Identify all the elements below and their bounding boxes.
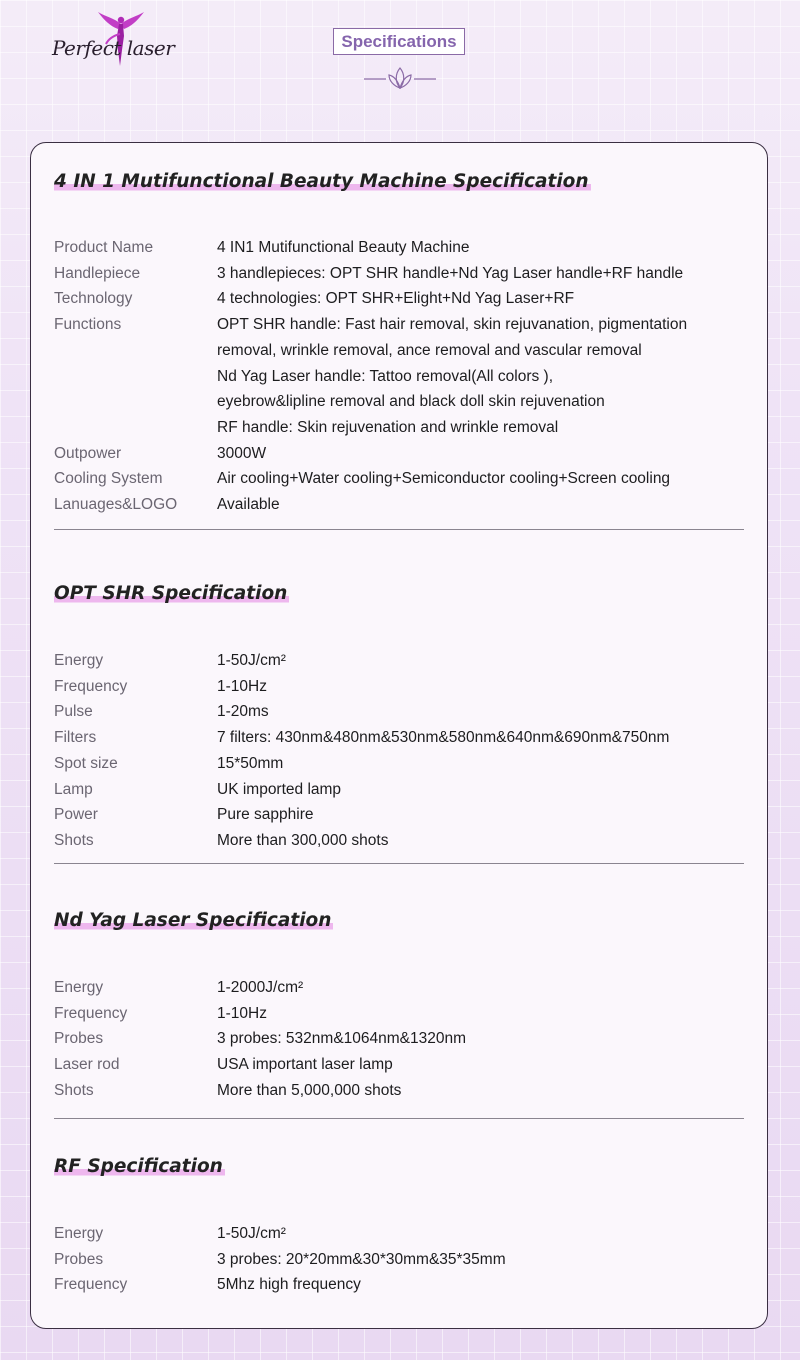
spec-label: Functions [54, 316, 122, 334]
section-divider [54, 529, 744, 530]
spec-value-line: 4 IN1 Mutifunctional Beauty Machine [217, 239, 470, 256]
spec-row [54, 975, 754, 1001]
spec-label: Power [54, 806, 98, 824]
spec-value [217, 1272, 754, 1298]
spec-value-line: eyebrow&lipline removal and black doll skin rejuvenation [217, 393, 605, 411]
lotus-divider-icon [364, 64, 436, 94]
spec-row [54, 492, 754, 518]
specifications-header: Specifications [333, 28, 465, 55]
section-divider [54, 863, 744, 864]
spec-value [217, 648, 754, 674]
spec-value [217, 751, 754, 777]
spec-label: Energy [54, 1225, 104, 1242]
spec-value [217, 725, 754, 751]
spec-label: Handlepiece [54, 264, 141, 282]
spec-row [54, 261, 754, 287]
spec-value-line: 1-10Hz [217, 1004, 267, 1022]
spec-label: Technology [54, 290, 133, 308]
spec-value [217, 441, 754, 467]
spec-value-line: More than 5,000,000 shots [217, 1081, 402, 1099]
spec-value-line: Available [217, 496, 280, 514]
brand-logo [52, 10, 175, 68]
spec-label: Cooling System [54, 470, 163, 488]
spec-label: Outpower [54, 444, 122, 462]
spec-row [54, 777, 754, 803]
spec-value-line: 3 probes: 532nm&1064nm&1320nm [217, 1030, 467, 1048]
spec-value-line: 3000W [217, 444, 267, 462]
spec-label: Probes [54, 1030, 104, 1048]
spec-label: Filters [54, 729, 97, 747]
spec-label: Energy [54, 979, 104, 996]
spec-value-line: RF handle: Skin rejuvenation and wrinkle removal [217, 418, 559, 436]
spec-row [54, 802, 754, 828]
spec-value [217, 1221, 754, 1247]
spec-row [54, 699, 754, 725]
spec-row [54, 1247, 754, 1273]
spec-label: Energy [54, 652, 104, 669]
spec-list-general [54, 235, 754, 518]
spec-value-line: USA important laser lamp [217, 1056, 393, 1074]
spec-value [217, 1078, 754, 1104]
spec-value-line: Air cooling+Water cooling+Semiconductor cooling+Screen cooling [217, 470, 671, 488]
spec-value-line: UK imported lamp [217, 780, 342, 798]
spec-label: Lamp [54, 780, 93, 798]
spec-label: Frequency [54, 1004, 128, 1022]
spec-value-line: 1-10Hz [217, 677, 267, 695]
spec-value [217, 674, 754, 700]
spec-row [54, 1221, 754, 1247]
spec-value [217, 828, 754, 854]
spec-value-line: removal, wrinkle removal, ance removal and vascular removal [217, 341, 642, 359]
spec-label: Laser rod [54, 1056, 120, 1074]
spec-row [54, 1272, 754, 1298]
spec-row [54, 1026, 754, 1052]
spec-value [217, 1026, 754, 1052]
spec-value [217, 235, 754, 261]
spec-row [54, 1078, 754, 1104]
section-title-general: 4 IN 1 Mutifunctional Beauty Machine Specification [54, 171, 589, 192]
spec-value [217, 261, 754, 287]
spec-label: Frequency [54, 677, 128, 695]
spec-value [217, 1001, 754, 1027]
spec-label: Shots [54, 831, 94, 849]
spec-row [54, 286, 754, 312]
spec-label: Product Name [54, 239, 154, 256]
spec-value [217, 312, 754, 441]
spec-value-line: 7 filters: 430nm&480nm&530nm&580nm&640nm&690nm&750nm [217, 729, 670, 747]
spec-card [30, 142, 768, 1329]
spec-row [54, 441, 754, 467]
spec-value-line: 1-20ms [217, 703, 269, 721]
spec-label: Pulse [54, 703, 93, 721]
spec-row [54, 674, 754, 700]
spec-label: Frequency [54, 1276, 128, 1294]
spec-value-line: 15*50mm [217, 754, 284, 772]
spec-list-opt-shr [54, 648, 754, 854]
spec-row [54, 828, 754, 854]
spec-value-line: Nd Yag Laser handle: Tattoo removal(All colors ), [217, 367, 554, 385]
spec-list-rf [54, 1221, 754, 1298]
spec-value-line: 1-50J/cm² [217, 1225, 286, 1242]
spec-value-line: 3 probes: 20*20mm&30*30mm&35*35mm [217, 1250, 506, 1268]
spec-row [54, 648, 754, 674]
spec-label: Shots [54, 1081, 94, 1099]
spec-value [217, 802, 754, 828]
section-title-nd-yag: Nd Yag Laser Specification [54, 910, 332, 931]
spec-value-line: 4 technologies: OPT SHR+Elight+Nd Yag Laser+RF [217, 290, 575, 308]
spec-row [54, 751, 754, 777]
spec-value [217, 466, 754, 492]
spec-row [54, 235, 754, 261]
spec-value [217, 286, 754, 312]
spec-label: Probes [54, 1250, 104, 1268]
spec-value [217, 777, 754, 803]
brand-logo-text: Perfect laser [52, 36, 175, 60]
spec-value-line: More than 300,000 shots [217, 831, 389, 849]
spec-value-line: 1-50J/cm² [217, 652, 286, 669]
spec-row [54, 1052, 754, 1078]
spec-row [54, 725, 754, 751]
spec-row [54, 1001, 754, 1027]
spec-label: Lanuages&LOGO [54, 496, 178, 514]
spec-list-nd-yag [54, 975, 754, 1104]
spec-row [54, 312, 754, 441]
spec-value-line: OPT SHR handle: Fast hair removal, skin rejuvanation, pigmentation [217, 316, 688, 334]
spec-value [217, 492, 754, 518]
spec-value-line: 5Mhz high frequency [217, 1276, 361, 1294]
spec-value-line: 3 handlepieces: OPT SHR handle+Nd Yag Laser handle+RF handle [217, 264, 684, 282]
section-divider [54, 1118, 744, 1119]
spec-label: Spot size [54, 754, 118, 772]
spec-value [217, 699, 754, 725]
section-title-rf: RF Specification [54, 1156, 223, 1177]
spec-value-line: 1-2000J/cm² [217, 979, 304, 996]
spec-value [217, 975, 754, 1001]
section-title-opt-shr: OPT SHR Specification [54, 583, 288, 604]
spec-value [217, 1247, 754, 1273]
spec-value-line: Pure sapphire [217, 806, 314, 824]
spec-row [54, 466, 754, 492]
spec-value [217, 1052, 754, 1078]
